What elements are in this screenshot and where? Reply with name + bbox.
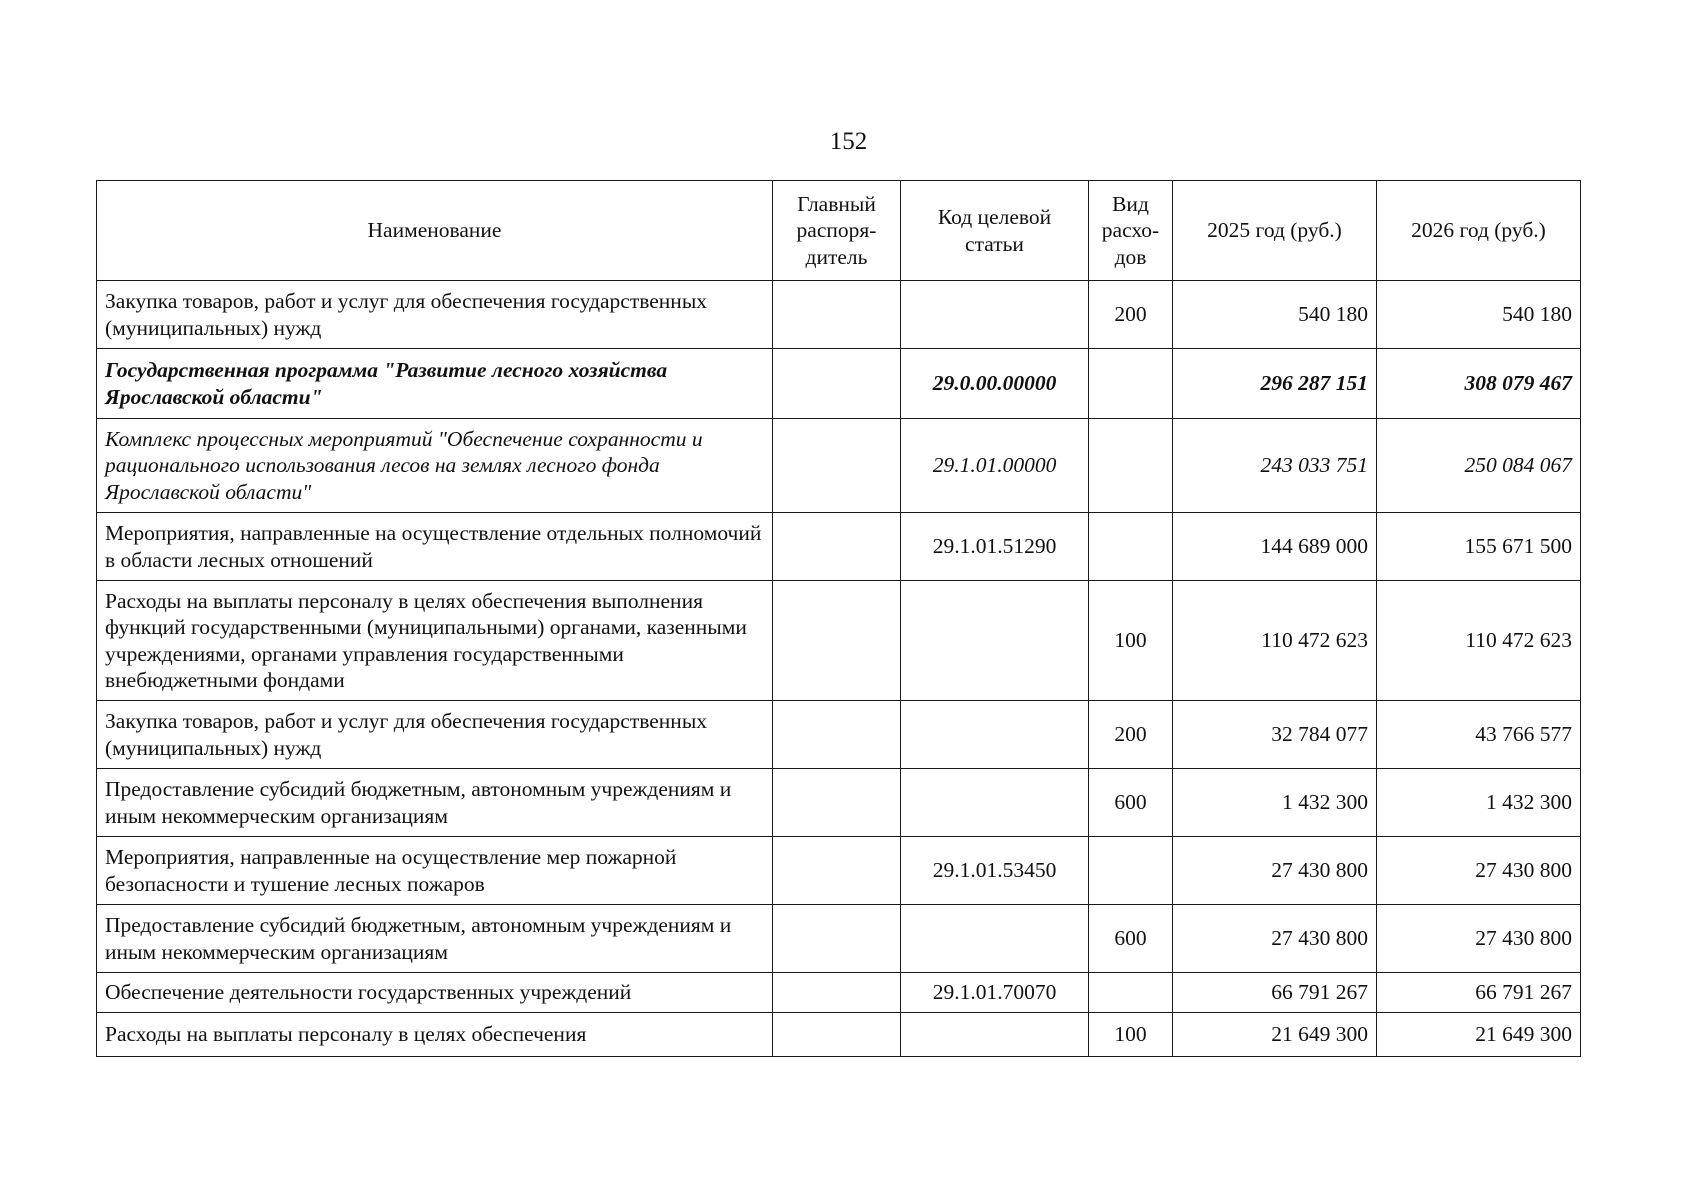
row-code: 29.0.00.00000: [901, 349, 1089, 419]
row-2026: 43 766 577: [1377, 701, 1581, 769]
row-name: Расходы на выплаты персоналу в целях обеспечения выполнения функций государственными (муниципальными) органами, казенными учреждениями, органами управления государственными внебюджетными фондами: [97, 581, 773, 701]
row-2025: 32 784 077: [1173, 701, 1377, 769]
table-row: [97, 581, 1581, 701]
row-kind: 100: [1089, 581, 1173, 701]
row-2025: 540 180: [1173, 281, 1377, 349]
row-code: [901, 701, 1089, 769]
header-admin: Главный распоря-дитель: [773, 181, 901, 281]
header-name: Наименование: [97, 181, 773, 281]
header-2025: 2025 год (руб.): [1173, 181, 1377, 281]
row-2026: 155 671 500: [1377, 513, 1581, 581]
table-row: [97, 281, 1581, 349]
row-admin: [773, 581, 901, 701]
row-kind: 100: [1089, 1013, 1173, 1057]
row-kind: [1089, 419, 1173, 513]
row-admin: [773, 419, 901, 513]
row-2025: 21 649 300: [1173, 1013, 1377, 1057]
row-2026: 21 649 300: [1377, 1013, 1581, 1057]
row-name: Мероприятия, направленные на осуществление мер пожарной безопасности и тушение лесных пожаров: [97, 837, 773, 905]
row-code: [901, 769, 1089, 837]
row-2026: 66 791 267: [1377, 973, 1581, 1013]
row-name: Предоставление субсидий бюджетным, автономным учреждениям и иным некоммерческим организациям: [97, 905, 773, 973]
row-name: Комплекс процессных мероприятий "Обеспечение сохранности и рационального использования лесов на землях лесного фонда Ярославской области": [97, 419, 773, 513]
page-number: 152: [829, 128, 868, 155]
row-admin: [773, 513, 901, 581]
row-2025: 1 432 300: [1173, 769, 1377, 837]
row-kind: [1089, 973, 1173, 1013]
row-2026: 308 079 467: [1377, 349, 1581, 419]
row-kind: 200: [1089, 701, 1173, 769]
row-admin: [773, 1013, 901, 1057]
table-row: [97, 513, 1581, 581]
table-row: [97, 837, 1581, 905]
row-2025: 110 472 623: [1173, 581, 1377, 701]
row-code: 29.1.01.00000: [901, 419, 1089, 513]
table-header-row: [97, 181, 1581, 281]
table-row: [97, 419, 1581, 513]
row-admin: [773, 769, 901, 837]
table-row: [97, 905, 1581, 973]
row-2025: 27 430 800: [1173, 905, 1377, 973]
row-name: Расходы на выплаты персоналу в целях обеспечения: [97, 1013, 773, 1057]
row-2025: 243 033 751: [1173, 419, 1377, 513]
table-row: [97, 973, 1581, 1013]
row-2025: 296 287 151: [1173, 349, 1377, 419]
row-kind: [1089, 837, 1173, 905]
row-name: Мероприятия, направленные на осуществление отдельных полномочий в области лесных отношений: [97, 513, 773, 581]
header-kind: Вид расхо-дов: [1089, 181, 1173, 281]
row-admin: [773, 349, 901, 419]
row-2026: 27 430 800: [1377, 905, 1581, 973]
table-row: [97, 349, 1581, 419]
row-kind: 200: [1089, 281, 1173, 349]
row-2025: 66 791 267: [1173, 973, 1377, 1013]
row-admin: [773, 281, 901, 349]
row-code: [901, 905, 1089, 973]
row-name: Обеспечение деятельности государственных учреждений: [97, 973, 773, 1013]
row-2026: 27 430 800: [1377, 837, 1581, 905]
table-row: [97, 769, 1581, 837]
row-name: Государственная программа "Развитие лесного хозяйства Ярославской области": [97, 349, 773, 419]
row-2025: 27 430 800: [1173, 837, 1377, 905]
header-2026: 2026 год (руб.): [1377, 181, 1581, 281]
row-2025: 144 689 000: [1173, 513, 1377, 581]
row-code: 29.1.01.53450: [901, 837, 1089, 905]
row-code: 29.1.01.70070: [901, 973, 1089, 1013]
row-admin: [773, 701, 901, 769]
row-kind: 600: [1089, 769, 1173, 837]
row-admin: [773, 837, 901, 905]
row-kind: 600: [1089, 905, 1173, 973]
table-row: [97, 701, 1581, 769]
row-name: Закупка товаров, работ и услуг для обеспечения государственных (муниципальных) нужд: [97, 281, 773, 349]
row-code: [901, 581, 1089, 701]
row-code: 29.1.01.51290: [901, 513, 1089, 581]
row-name: Закупка товаров, работ и услуг для обеспечения государственных (муниципальных) нужд: [97, 701, 773, 769]
row-admin: [773, 973, 901, 1013]
budget-table: [96, 180, 1581, 1057]
row-2026: 540 180: [1377, 281, 1581, 349]
row-code: [901, 281, 1089, 349]
row-kind: [1089, 513, 1173, 581]
header-code: Код целевой статьи: [901, 181, 1089, 281]
row-name: Предоставление субсидий бюджетным, автономным учреждениям и иным некоммерческим организациям: [97, 769, 773, 837]
row-code: [901, 1013, 1089, 1057]
row-2026: 110 472 623: [1377, 581, 1581, 701]
row-2026: 1 432 300: [1377, 769, 1581, 837]
row-admin: [773, 905, 901, 973]
table-row: [97, 1013, 1581, 1057]
row-2026: 250 084 067: [1377, 419, 1581, 513]
row-kind: [1089, 349, 1173, 419]
